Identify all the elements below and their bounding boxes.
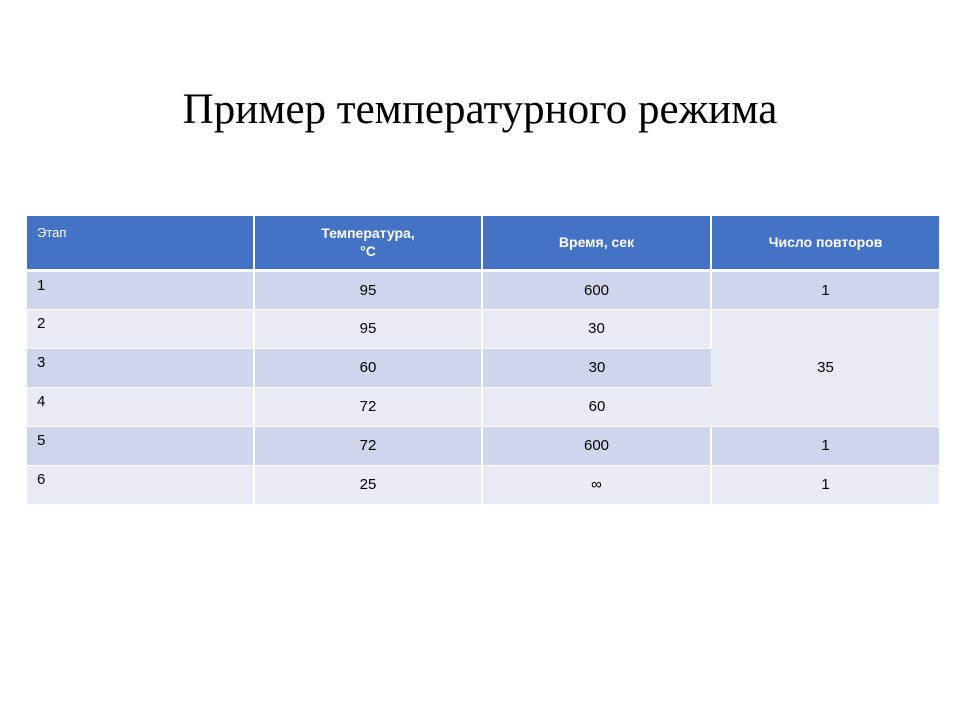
table-header-row <box>27 216 939 270</box>
cell-temperature: 60 <box>254 348 482 387</box>
cell-time: 30 <box>482 348 711 387</box>
cell-repeats: 1 <box>711 270 939 309</box>
header-time: Время, сек <box>482 216 711 270</box>
cell-stage: 6 <box>27 465 254 504</box>
cell-temperature: 95 <box>254 270 482 309</box>
table-row <box>27 426 939 465</box>
cell-temperature: 95 <box>254 309 482 348</box>
cell-temperature: 72 <box>254 387 482 426</box>
cell-time: 600 <box>482 270 711 309</box>
table-row <box>27 309 939 348</box>
cell-stage: 5 <box>27 426 254 465</box>
header-temperature-unit: °C <box>360 243 376 260</box>
header-temperature-label: Температура, <box>321 225 415 242</box>
table-row <box>27 465 939 504</box>
cell-time: 600 <box>482 426 711 465</box>
table-row <box>27 270 939 309</box>
cell-repeats: 1 <box>711 465 939 504</box>
cell-stage: 2 <box>27 309 254 348</box>
temperature-regime-table <box>27 216 939 505</box>
header-temperature <box>254 216 482 270</box>
cell-temperature: 72 <box>254 426 482 465</box>
cell-time: ∞ <box>482 465 711 504</box>
cell-time: 60 <box>482 387 711 426</box>
cell-time: 30 <box>482 309 711 348</box>
header-stage: Этап <box>27 216 254 270</box>
cell-stage: 1 <box>27 270 254 309</box>
cell-stage: 3 <box>27 348 254 387</box>
cell-repeats: 1 <box>711 426 939 465</box>
header-repeats: Число повторов <box>711 216 939 270</box>
cell-temperature: 25 <box>254 465 482 504</box>
slide-title: Пример температурного режима <box>182 86 778 133</box>
cell-stage: 4 <box>27 387 254 426</box>
cell-repeats-merged: 35 <box>711 309 939 426</box>
